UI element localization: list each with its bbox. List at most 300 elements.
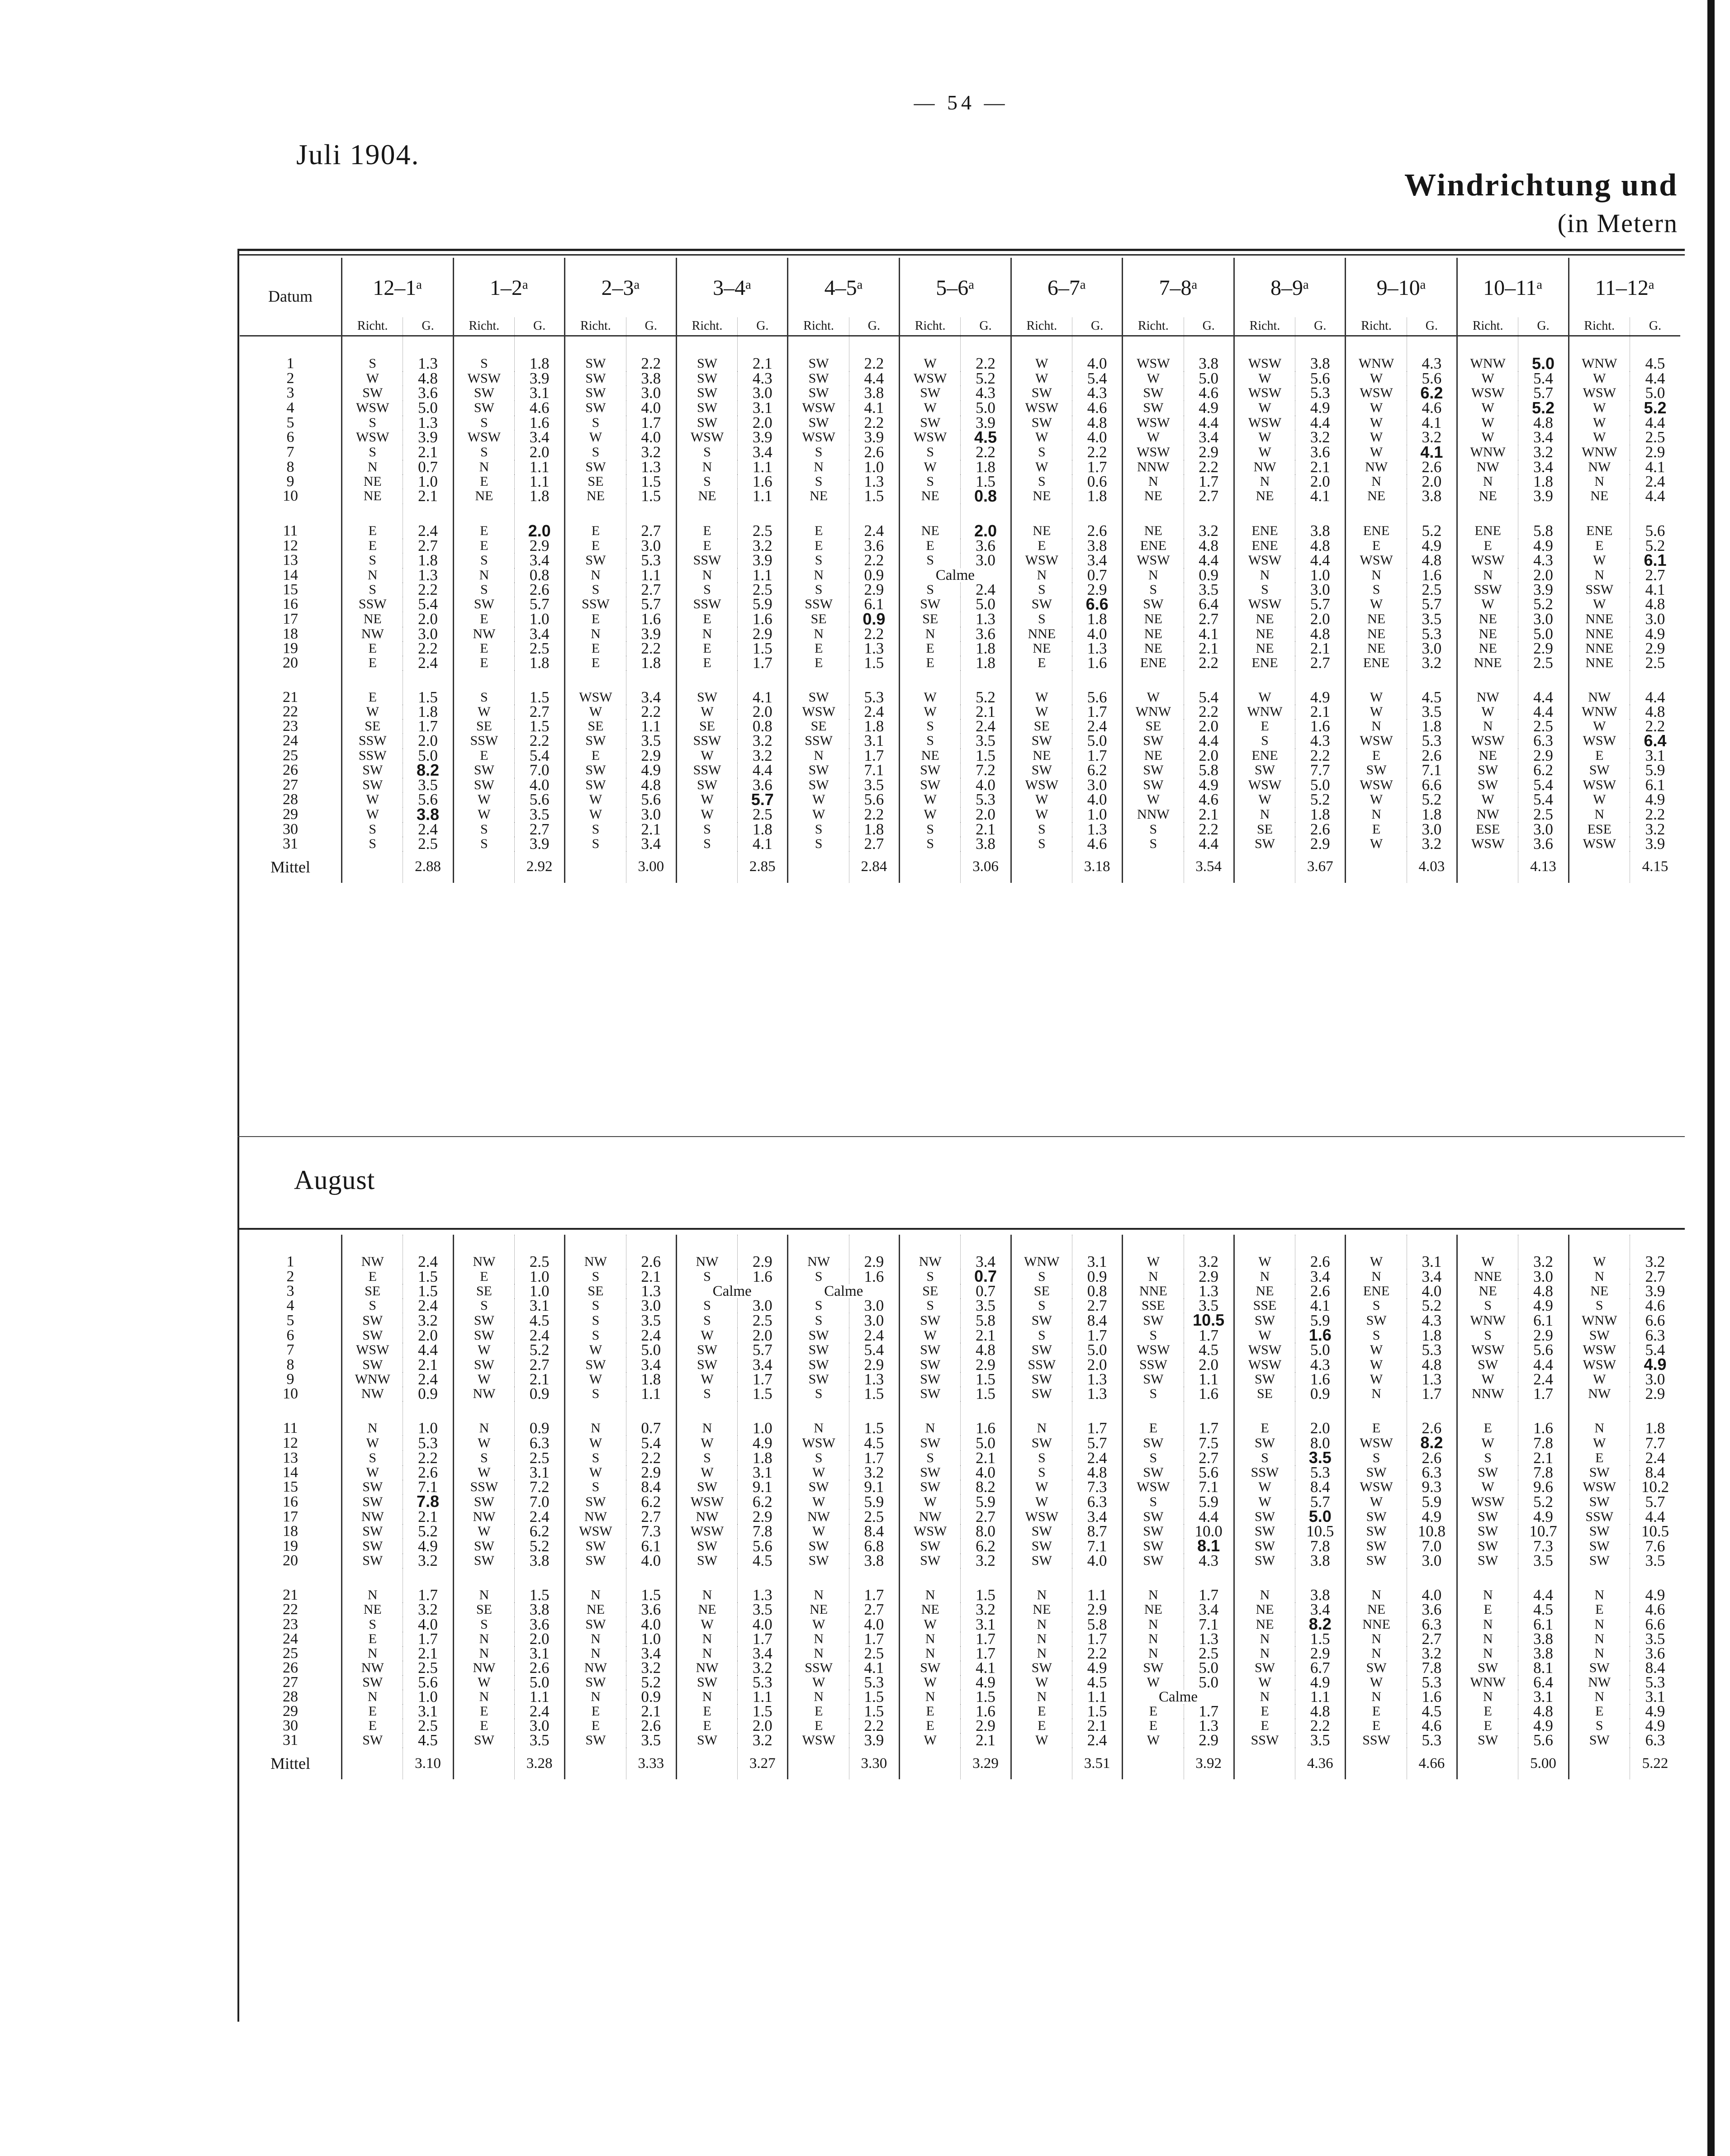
max-speed-value: 5.0 [1531,354,1555,371]
mean-value: 3.51 [1072,1748,1122,1779]
direction-cell: SW [1011,1524,1072,1539]
direction-cell: W [453,1372,514,1387]
speed-cell: 2.4 [961,583,1011,597]
speed-cell: 2.7 [1184,612,1234,627]
direction-cell: S [453,1450,514,1465]
speed-cell: 3.8 [1295,1568,1346,1602]
direction-cell: SW [1011,1387,1072,1401]
table-row [240,1480,1680,1494]
max-speed-value: 5.2 [1644,400,1667,416]
speed-cell: 4.9 [1630,792,1680,807]
speed-cell: 1.7 [1072,749,1122,763]
speed-cell: 7.7 [1295,763,1346,778]
direction-cell: E [1457,1704,1518,1719]
date-cell: 31 [283,836,299,851]
date-cell: 17 [283,611,299,627]
speed-cell: 1.6 [738,612,788,627]
direction-cell: S [676,837,737,851]
direction-cell: NE [1457,612,1518,627]
speed-cell: 4.8 [1295,539,1346,553]
speed-cell: 1.8 [514,489,564,504]
direction-cell: S [1011,474,1072,489]
direction-cell: ENE [1346,1284,1407,1298]
speed-cell [1407,445,1457,460]
speed-cell: 7.1 [1184,1617,1234,1632]
direction-cell: S [453,416,514,430]
direction-cell: E [1457,1401,1518,1436]
speed-cell: 5.7 [1407,597,1457,612]
direction-cell: S [565,1480,626,1494]
speed-cell: 6.3 [1072,1494,1122,1509]
speed-cell: 4.9 [1630,1568,1680,1602]
speed-cell: 2.2 [403,583,453,597]
direction-cell: S [1123,1494,1184,1509]
speed-cell: 2.2 [849,336,899,371]
direction-cell: W [900,401,961,416]
speed-cell: 3.1 [514,1465,564,1480]
direction-subheader: Richt. [342,317,403,336]
direction-cell: WNW [1569,705,1630,719]
direction-cell: W [788,807,849,822]
speed-cell: 1.6 [1295,719,1346,734]
table-row [240,1465,1680,1480]
direction-cell: SW [676,1554,737,1568]
direction-cell: SSW [676,597,737,612]
direction-cell: N [342,1401,403,1436]
direction-cell: S [1011,1465,1072,1480]
speed-cell: 3.2 [1518,445,1569,460]
speed-cell [1407,386,1457,401]
direction-subheader: Richt. [788,317,849,336]
speed-cell: 6.4 [1184,597,1234,612]
direction-cell: E [565,1704,626,1719]
speed-cell: 1.3 [1072,1387,1122,1401]
direction-cell: S [788,822,849,837]
speed-cell: 4.4 [1630,489,1680,504]
direction-cell: E [1569,1450,1630,1465]
speed-cell: 3.0 [1407,641,1457,656]
speed-cell: 5.2 [514,1539,564,1554]
table-row [240,641,1680,656]
speed-cell: 2.4 [626,1328,676,1343]
direction-cell: S [453,336,514,371]
speed-cell: 3.1 [514,386,564,401]
direction-cell: SW [1011,416,1072,430]
direction-cell: NW [342,627,403,641]
speed-cell: 5.3 [1407,1675,1457,1690]
direction-cell: SW [900,1554,961,1568]
speed-cell: 5.3 [849,670,899,705]
direction-cell: SE [1234,1387,1295,1401]
direction-cell: W [1569,792,1630,807]
speed-cell: 4.0 [1072,336,1122,371]
speed-cell: 2.7 [1407,1632,1457,1646]
direction-cell: SSW [1457,583,1518,597]
table-row [240,612,1680,627]
speed-cell: 2.9 [1518,749,1569,763]
table-row [240,1617,1680,1632]
speed-cell: 1.8 [961,656,1011,670]
mean-value: 3.30 [849,1748,899,1779]
direction-cell: NE [900,504,961,539]
table-row [240,1733,1680,1748]
date-cell: 23 [283,719,299,734]
speed-cell [961,430,1011,445]
speed-cell: 5.0 [1295,778,1346,792]
speed-cell: 4.9 [961,1675,1011,1690]
speed-cell: 3.2 [1295,430,1346,445]
speed-cell: 1.6 [849,1269,899,1284]
table-row [240,1704,1680,1719]
direction-cell: SE [1011,719,1072,734]
speed-cell: 1.3 [1184,1632,1234,1646]
direction-cell: S [900,553,961,568]
direction-cell: W [900,1328,961,1343]
speed-cell: 5.4 [1518,792,1569,807]
mean-value: 3.28 [514,1748,564,1779]
direction-cell: WSW [1346,386,1407,401]
max-speed-value: 2.0 [528,521,551,539]
table-row [240,401,1680,416]
direction-subheader: Richt. [565,317,626,336]
direction-cell: E [900,1719,961,1733]
table-row [240,705,1680,719]
speed-cell: 1.7 [403,1632,453,1646]
date-cell: 13 [283,553,299,568]
speed-cell: 4.0 [849,1617,899,1632]
direction-cell: SE [565,474,626,489]
direction-cell: W [900,670,961,705]
direction-cell: W [1457,792,1518,807]
direction-cell: N [342,568,403,583]
speed-cell [1295,1617,1346,1632]
speed-cell: 1.1 [738,489,788,504]
mean-spacer [788,1748,849,1779]
speed-cell: 1.7 [738,1372,788,1387]
speed-subheader: G. [1407,317,1457,336]
direction-cell: S [900,719,961,734]
direction-cell: W [676,1617,737,1632]
speed-cell: 5.3 [849,1675,899,1690]
direction-subheader: Richt. [1457,317,1518,336]
speed-cell: 5.3 [403,1436,453,1450]
direction-cell: W [788,1675,849,1690]
speed-cell: 5.0 [1184,1675,1234,1690]
speed-cell: 2.6 [626,1719,676,1733]
speed-subheader: G. [403,317,453,336]
speed-subheader: G. [1518,317,1569,336]
table-row [240,719,1680,734]
period-header: 2–3ᵃ [565,258,677,317]
speed-cell: 10.5 [1295,1524,1346,1539]
speed-cell: 4.8 [1072,416,1122,430]
direction-cell: E [565,656,626,670]
table-row [240,1284,1680,1298]
speed-cell: 2.7 [514,1357,564,1372]
direction-cell: NNE [1569,656,1630,670]
direction-cell: NE [1011,489,1072,504]
direction-cell: W [453,1524,514,1539]
speed-cell: 2.7 [961,1509,1011,1524]
direction-cell: S [900,583,961,597]
speed-cell: 4.4 [1518,705,1569,719]
table-row [240,778,1680,792]
direction-cell: E [1234,719,1295,734]
speed-cell: 1.8 [1072,612,1122,627]
speed-cell: 3.5 [849,778,899,792]
direction-subheader: Richt. [1234,317,1295,336]
speed-cell: 4.9 [1295,670,1346,705]
direction-cell: E [1346,822,1407,837]
table-left-border [237,249,239,2022]
max-speed-value: 8.2 [417,763,440,778]
speed-cell: 1.5 [738,1704,788,1719]
table-row [240,1554,1680,1568]
direction-cell: S [342,445,403,460]
direction-cell: S [788,1269,849,1284]
direction-cell: SW [1123,1661,1184,1675]
speed-cell: 5.9 [1630,763,1680,778]
direction-cell: S [788,1298,849,1313]
direction-cell: S [565,1450,626,1465]
speed-cell [1184,1539,1234,1554]
speed-cell: 1.1 [1072,1690,1122,1704]
speed-cell: 4.9 [1518,1509,1569,1524]
direction-cell: SW [565,401,626,416]
speed-cell: 2.0 [403,612,453,627]
sub-header-row [240,317,1680,336]
speed-cell: 5.2 [1630,539,1680,553]
direction-cell: SW [900,763,961,778]
direction-cell: WSW [1011,1509,1072,1524]
table-row [240,489,1680,504]
direction-cell: SW [1011,1436,1072,1450]
direction-cell: N [342,1690,403,1704]
direction-cell: N [1346,474,1407,489]
speed-cell: 3.5 [961,734,1011,749]
direction-cell: N [1457,1690,1518,1704]
direction-cell: S [676,822,737,837]
speed-cell: 1.3 [403,416,453,430]
speed-cell: 4.8 [1407,1357,1457,1372]
speed-cell: 1.6 [1407,568,1457,583]
direction-cell: S [1011,1269,1072,1284]
speed-cell: 3.6 [961,627,1011,641]
direction-cell: S [676,583,737,597]
direction-cell: S [1011,583,1072,597]
speed-cell: 2.0 [961,807,1011,822]
direction-cell: SW [453,1357,514,1372]
direction-cell: N [1234,1632,1295,1646]
direction-cell: W [1457,597,1518,612]
speed-cell: 2.9 [1630,641,1680,656]
speed-cell: 2.7 [626,1509,676,1524]
speed-cell: 2.6 [1407,460,1457,474]
direction-cell: WSW [1569,386,1630,401]
speed-cell: 8.4 [1295,1480,1346,1494]
direction-cell: SW [565,1617,626,1632]
direction-cell: S [342,1298,403,1313]
direction-cell: SW [1123,1465,1184,1480]
speed-cell: 5.6 [849,792,899,807]
speed-cell: 4.4 [1630,416,1680,430]
speed-cell: 5.2 [1518,1494,1569,1509]
direction-cell: W [1234,430,1295,445]
speed-cell: 3.1 [514,1298,564,1313]
speed-cell: 3.6 [1407,1602,1457,1617]
direction-cell: W [1011,460,1072,474]
speed-cell: 5.3 [961,792,1011,807]
direction-cell: NW [788,1235,849,1269]
speed-cell: 1.6 [1072,656,1122,670]
speed-cell: 1.8 [1072,489,1122,504]
direction-cell: N [1569,1632,1630,1646]
speed-cell: 2.9 [1518,1328,1569,1343]
speed-cell: 2.9 [1295,837,1346,851]
date-cell: 21 [283,688,299,705]
speed-cell: 1.8 [1630,1401,1680,1436]
speed-cell: 1.5 [1295,1632,1346,1646]
direction-cell: N [1011,1568,1072,1602]
direction-cell: SSW [1234,1465,1295,1480]
direction-cell: S [453,822,514,837]
speed-cell: 4.9 [1407,1509,1457,1524]
direction-cell: W [1346,1343,1407,1357]
period-header: 12–1ᵃ [342,258,454,317]
direction-cell: W [342,1436,403,1450]
date-cell: 19 [283,641,299,656]
direction-cell: W [900,792,961,807]
mean-value: 3.54 [1184,851,1234,883]
direction-cell: SSW [342,597,403,612]
speed-cell: 2.9 [849,1235,899,1269]
direction-cell: SE [1234,822,1295,837]
speed-cell: 2.9 [1630,1387,1680,1401]
table-row [240,670,1680,705]
speed-cell: 4.5 [849,1436,899,1450]
direction-cell: SW [676,1733,737,1748]
direction-cell: E [788,539,849,553]
direction-cell: SSE [1234,1298,1295,1313]
direction-cell: SW [900,1661,961,1675]
direction-cell: NW [453,1661,514,1675]
max-speed-value: 8.2 [1420,1436,1443,1450]
direction-cell: S [453,583,514,597]
speed-cell: 3.5 [1407,705,1457,719]
speed-cell: 2.1 [1518,1450,1569,1465]
speed-cell: 1.5 [849,656,899,670]
direction-cell: SW [1234,1436,1295,1450]
speed-cell: 5.0 [1072,734,1122,749]
date-cell: 11 [283,1420,298,1436]
mean-value: 2.92 [514,851,564,883]
speed-cell: 3.5 [403,778,453,792]
direction-cell: NE [788,489,849,504]
direction-cell: NW [900,1509,961,1524]
speed-cell: 1.6 [738,1269,788,1284]
table-row [240,1719,1680,1733]
direction-cell: SSW [453,1480,514,1494]
direction-cell: WSW [565,670,626,705]
table-title: Windrichtung und [1404,168,1678,203]
direction-cell: WSW [1011,401,1072,416]
speed-cell: 5.0 [403,401,453,416]
direction-cell: NE [342,489,403,504]
direction-cell: NNE [1123,1284,1184,1298]
speed-cell: 1.3 [1072,822,1122,837]
direction-cell: NE [1123,489,1184,504]
speed-cell: 3.2 [1184,504,1234,539]
speed-cell: 3.4 [1518,430,1569,445]
direction-cell: E [565,612,626,627]
direction-cell: N [900,1646,961,1661]
direction-cell: N [788,1632,849,1646]
table-row [240,416,1680,430]
speed-cell: 2.4 [514,1328,564,1343]
speed-cell: 1.7 [738,656,788,670]
mean-value: 2.85 [738,851,788,883]
speed-cell: 4.3 [738,371,788,386]
direction-cell: S [1011,1450,1072,1465]
speed-cell: 3.9 [514,837,564,851]
direction-cell: S [453,670,514,705]
direction-cell: S [1346,1450,1407,1465]
direction-cell: SW [788,763,849,778]
mean-value: 4.13 [1518,851,1569,883]
speed-cell: 2.4 [514,1509,564,1524]
direction-cell: SW [788,336,849,371]
speed-cell: 1.3 [403,336,453,371]
direction-cell: SW [900,416,961,430]
direction-cell: W [1569,1235,1630,1269]
speed-cell: 1.3 [1407,1372,1457,1387]
speed-cell: 2.4 [403,1372,453,1387]
direction-cell: SW [1569,1524,1630,1539]
speed-cell: 2.6 [626,1235,676,1269]
direction-cell: ESE [1457,822,1518,837]
speed-cell: 7.8 [1518,1465,1569,1480]
direction-cell: SW [676,416,737,430]
direction-cell: W [1234,1480,1295,1494]
date-cell: 20 [283,1554,299,1568]
speed-cell: 2.2 [1184,460,1234,474]
direction-cell: WSW [1234,386,1295,401]
table-row [240,1661,1680,1675]
direction-cell: E [1234,1719,1295,1733]
speed-cell: 3.4 [514,627,564,641]
speed-cell: 4.8 [403,371,453,386]
mean-spacer [342,851,403,883]
direction-cell: N [676,1690,737,1704]
direction-cell: NW [1234,460,1295,474]
date-cell: 28 [283,792,299,807]
speed-cell: 4.5 [514,1313,564,1328]
speed-cell: 3.4 [1184,1602,1234,1617]
speed-cell: 5.9 [961,1494,1011,1509]
speed-cell: 3.0 [1630,1372,1680,1387]
speed-cell: 2.0 [403,734,453,749]
direction-cell: WSW [1346,778,1407,792]
direction-cell: SW [1234,1509,1295,1524]
speed-cell: 5.4 [1072,371,1122,386]
speed-cell: 4.8 [1518,1704,1569,1719]
speed-cell: 1.5 [961,749,1011,763]
direction-cell: SW [1569,1661,1630,1675]
direction-cell: E [453,474,514,489]
speed-cell: 1.7 [1518,1387,1569,1401]
direction-cell: SW [676,336,737,371]
direction-cell: SW [676,371,737,386]
